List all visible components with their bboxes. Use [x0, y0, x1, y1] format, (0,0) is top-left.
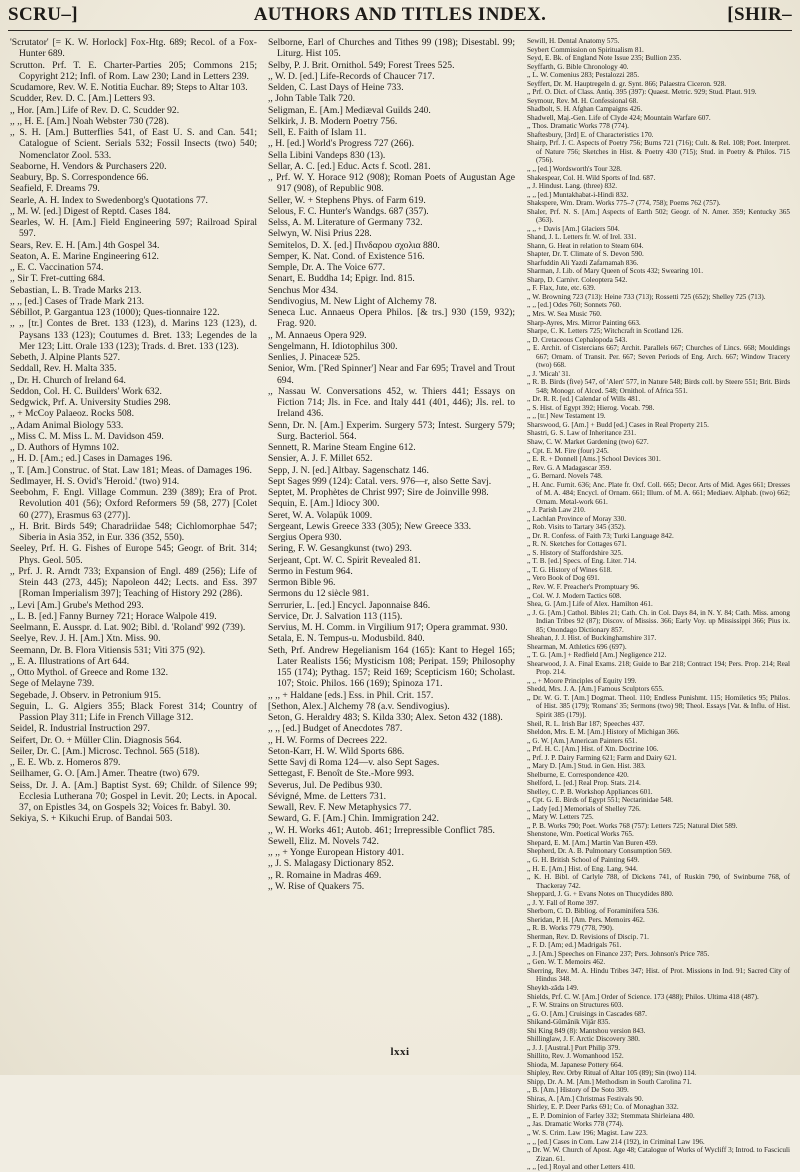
- index-entry: ,, T. [Am.] Construc. of Stat. Law 181; Meas. of Damages 196.: [10, 464, 252, 476]
- index-entry: Sermon Bible 96.: [268, 577, 336, 588]
- index-entry: ,, ,, H. E. [Am.] Noah Webster 730 (728).: [10, 115, 169, 127]
- index-entry: Seaton, A. E. Marine Engineering 612.: [10, 250, 159, 262]
- index-entry: Shipp, Dr. A. M. [Am.] Methodism in South Carolina 71.: [527, 1077, 692, 1086]
- index-entry: Selborne, Earl of Churches and Tithes 99 (198); Disestabl. 99; Liturg. Hist 105.: [268, 37, 515, 60]
- index-entry: ,, Cpt. G. E. Birds of Egypt 551; Nectarinidae 548.: [527, 796, 673, 805]
- index-entry: Selby, P. J. Brit. Ornithol. 549; Forest Trees 525.: [268, 59, 455, 71]
- index-entry: Seeley, Prf. H. G. Fishes of Europe 545; Geogr. of Brit. 314; Phys. Geol. 505.: [10, 543, 257, 566]
- index-entry: Shakspere, Wm. Dram. Works 775–7 (774, 758); Poems 762 (757).: [527, 199, 721, 208]
- index-entry: Seyffarth, G. Bible Chronology 40.: [527, 62, 629, 71]
- index-entry: Shillinglaw, J. F. Arctic Discovery 380.: [527, 1035, 640, 1044]
- index-entry: 'Scrutator' [= K. W. Horlock] Fox-Htg. 689; Recol. of a Fox-Hunter 689.: [10, 37, 257, 60]
- index-entry: ,, Dr. W. W. Church of Apost. Age 48; Catalogue of Works of Wycliff 3; Introd. to Fasciculi Zizan. 61.: [527, 1146, 790, 1163]
- index-entry: ,, R. B. Works 779 (778, 790).: [527, 924, 614, 933]
- index-entry: Sévigné, Mme. de Letters 731.: [268, 790, 387, 802]
- index-entry: Sharswood, G. [Am.] + Budd [ed.] Cases in Real Property 215.: [527, 420, 709, 429]
- index-entry: ,, S. H. [Am.] Butterflies 541, of East U. S. and Can. 541; Catalogue of Scient. Serials 532; Fossil Insects (two) 540; Nomenclator Zool. 533.: [10, 127, 257, 161]
- index-entry: Shann, G. Heat in relation to Steam 604.: [527, 241, 644, 250]
- index-entry: Shadbolt, S. H. Afghan Campaigns 426.: [527, 105, 643, 114]
- index-entry: ,, ,, [ed.] Royal and other Letters 410.: [527, 1163, 635, 1172]
- index-entry: Seybert Commission on Spiritualism 81.: [527, 45, 644, 54]
- index-entry: ,, H. D. [Am.; ed.] Cases in Damages 196.: [10, 453, 173, 465]
- index-entry: Seafield, F. Dreams 79.: [10, 183, 100, 195]
- index-entry: ,, ,, + Haldane [eds.] Ess. in Phil. Crit. 157.: [268, 689, 434, 701]
- index-entry: ,, L. W. Comenius 283; Pestalozzi 285.: [527, 71, 639, 80]
- index-entry: Sharfuddin Ali Yazdi Zafarnamah 836.: [527, 258, 639, 267]
- index-entry: ,, ,, [ed.] Muntakhabat-i-Hindi 832.: [527, 190, 629, 199]
- index-entry: Semper, K. Nat. Cond. of Existence 516.: [268, 250, 425, 262]
- index-entry: Searles, W. H. [Am.] Field Engineering 597; Railroad Spiral 597.: [10, 217, 257, 240]
- index-entry: ,, G. Bernard. Novels 748.: [527, 472, 603, 481]
- index-entry: Seifert, Dr. O. + Müller Clin. Diagnosis 564.: [10, 734, 182, 746]
- index-entry: Sermons du 12 siècle 981.: [268, 588, 369, 600]
- index-entry: Sewell, Eliz. M. Novels 742.: [268, 835, 379, 847]
- index-entry: ,, E. A. Illustrations of Art 644.: [10, 655, 130, 667]
- index-entry: ,, T. G. [Am.] + Redfield [Am.] Negligence 212.: [527, 651, 667, 660]
- index-entry: Shirley, E. P. Deer Parks 691; Co. of Monaghan 332.: [527, 1103, 679, 1112]
- index-entry: Shi King 849 (8): Mantshou version 843.: [527, 1026, 646, 1035]
- index-entry: Seward, G. F. [Am.] Chin. Immigration 242.: [268, 813, 439, 825]
- index-entry: ,, W. Browning 723 (713): Heine 733 (713); Rossetti 725 (652); Shelley 725 (713).: [527, 292, 766, 301]
- index-entry: ,, John Table Talk 720.: [268, 93, 356, 105]
- index-entry: Shiras, A. [Am.] Christmas Festivals 90.: [527, 1094, 644, 1103]
- index-entry: Shearman, M. Athletics 696 (697).: [527, 642, 627, 651]
- index-entry: ,, Mary D. [Am.] Stud. in Gen. Hist. 383.: [527, 762, 646, 771]
- index-entry: ,, G. H. British School of Painting 649.: [527, 856, 640, 864]
- index-entry: ,, F. Flax, Jute, etc. 639.: [527, 284, 596, 293]
- index-entry: Selkirk, J. B. Modern Poetry 756.: [268, 115, 398, 127]
- index-entry: Sege of Melayne 739.: [10, 678, 95, 690]
- index-entry: ,, R. B. Birds (five) 547, of 'Alert' 577, in Nature 548; Birds coll. by Steere 551; Brit. Birds 548; Monogr. of Alced. 548; Ornithol. of Africa 551.: [527, 378, 790, 395]
- index-entry: ,, J. Parish Law 210.: [527, 506, 586, 515]
- index-entry: Sheahan, J. J. Hist. of Buckinghamshire 317.: [527, 634, 657, 643]
- header-range-start: SCRU–]: [8, 4, 78, 25]
- index-entry: ,, ,, + Moore Principles of Equity 199.: [527, 676, 637, 685]
- index-entry: ,, Rev. G. A Madagascar 359.: [527, 463, 612, 472]
- index-entry: Seebohm, F. Engl. Village Commun. 239 (389); Era of Prot. Revolution 401 (56); Oxford Reformers 59 (58, 277) [Colet 60 (277), Erasmus 63 (277)].: [10, 487, 257, 521]
- index-entry: ,, H. E. [Am.] Hist. of Eng. Lang. 944.: [527, 864, 638, 873]
- index-entry: ,, R. Romaine in Madras 469.: [268, 869, 382, 881]
- index-entry: Shearwood, J. A. Final Exams. 218; Guide to Bar 218; Contract 194; Pers. Prop. 214; Real Prop. 214.: [527, 659, 790, 677]
- index-column-3: [527, 37, 790, 1172]
- index-entry: Senart, E. Buddha 14; Epigr. Ind. 815.: [268, 273, 415, 285]
- index-entry: ,, Dr. R. Confess. of Faith 73; Turki Language 842.: [527, 531, 674, 540]
- index-entry: ,, Prf. W. Y. Horace 912 (908); Roman Poets of Augustan Age 917 (908), of Republic 908.: [268, 172, 515, 195]
- page-title: AUTHORS AND TITLES INDEX.: [253, 4, 547, 25]
- index-entry: Sharpe, C. K. Letters 725; Witchcraft in Scotland 126.: [527, 327, 684, 336]
- index-entry: ,, Lachlan Province of Moray 330.: [527, 514, 627, 523]
- index-entry: Sheil, R. L. Irish Bar 187; Speeches 437.: [527, 719, 645, 728]
- index-entry: ,, Dr. R. R. [ed.] Calendar of Wills 481.: [527, 395, 641, 404]
- index-entry: Shillito, Rev. J. Womanhood 152.: [527, 1052, 624, 1061]
- index-entry: [Sethon, Alex.] Alchemy 78 (a.v. Sendivogius).: [268, 700, 450, 712]
- index-entry: Shepherd, Dr. A. B. Pulmonary Consumption 569.: [527, 847, 672, 856]
- index-entry: ,, J. [Am.] Speeches on Finance 237; Pers. Johnson's Price 785.: [527, 949, 710, 958]
- index-entry: ,, L. B. [ed.] Fanny Burney 721; Horace Walpole 419.: [10, 610, 217, 622]
- index-entry: Sheykh-zâda 149.: [527, 983, 579, 992]
- index-entry: ,, ,, + Yonge European History 401.: [268, 847, 404, 858]
- index-entry: ,, Col. W. J. Modern Tactics 608.: [527, 591, 622, 600]
- index-entry: ,, ,, [ed.] Wordsworth's Tour 328.: [527, 164, 622, 173]
- index-entry: ,, ,, [ed.] Odes 760; Sonnets 760.: [527, 301, 622, 310]
- index-entry: Sennett, R. Marine Steam Engine 612.: [268, 442, 416, 453]
- index-entry: Sergeant, Lewis Greece 333 (305); New Greece 333.: [268, 520, 472, 532]
- index-entry: Shadwell, Maj.-Gen. Life of Clyde 424; Mountain Warfare 607.: [527, 113, 711, 122]
- index-entry: ,, H. W. Forms of Decrees 222.: [268, 734, 388, 746]
- index-entry: ,, S. History of Staffordshire 325.: [527, 548, 623, 557]
- index-entry: ,, Gen. W. T. Memoirs 462.: [527, 958, 606, 967]
- index-entry: Selous, F. C. Hunter's Wandgs. 687 (357).: [268, 205, 429, 217]
- index-entry: Service, Dr. J. Salvation 113 (115).: [268, 610, 403, 622]
- index-entry: Seller, W. + Stephens Phys. of Farm 619.: [268, 194, 426, 206]
- index-entry: Sella Libini Vandeps 830 (13).: [268, 149, 386, 161]
- index-entry: Sermo in Festum 964.: [268, 565, 353, 577]
- index-entry: Senn, Dr. N. [Am.] Experim. Surgery 573; Intest. Surgery 579; Surg. Bacteriol. 564.: [268, 419, 515, 442]
- index-entry: Severus, Jul. De Pedibus 930.: [268, 779, 383, 791]
- index-entry: ,, M. W. [ed.] Digest of Reptd. Cases 184.: [10, 205, 171, 217]
- index-column-1: [10, 37, 257, 1037]
- index-entry: Shaftesbury, [3rd] E. of Characteristics 170.: [527, 130, 654, 139]
- index-entry: Settegast, F. Benoît de Ste.-More 993.: [268, 768, 415, 780]
- index-entry: ,, Prf. O. Dict. of Class. Antiq. 395 (397): Quaest. Metric. 929; Stud. Plaut. 919.: [527, 88, 757, 97]
- index-entry: Seligman, E. [Am.] Mediæval Guilds 240.: [268, 104, 431, 116]
- index-entry: Shastri, G. S. Law of Inheritance 231.: [527, 429, 636, 438]
- index-entry: ,, H. Anc. Furnit. 636; Anc. Plate fr. Oxf. Coll. 665; Decor. Arts of Mid. Ages 661; Dresses of M. A. 484; Encycl. of Ornam. 661; Illum. of M. A. 661; Mediaev. Alphab. (two) 662; Ornam. Metal-work 661.: [527, 480, 790, 506]
- index-entry: Shenstone, Wm. Poetical Works 765.: [527, 830, 634, 839]
- index-entry: Shand, J. L. Letters fr. W. of Irel. 331.: [527, 233, 637, 242]
- index-entry: ,, E. P. Dominion of Farley 332; Stemmata Shirleiana 480.: [527, 1111, 695, 1120]
- index-entry: Sherman, Rev. D. Revisions of Discip. 71.: [527, 932, 649, 941]
- index-entry: ,, Mary W. Letters 725.: [527, 813, 594, 822]
- index-entry: ,, Hor. [Am.] Life of Rev. D. C. Scudder 92.: [10, 104, 180, 116]
- index-entry: ,, ,, [ed.] Budget of Anecdotes 787.: [268, 723, 403, 735]
- index-entry: Semple, Dr. A. The Voice 677.: [268, 262, 385, 273]
- index-entry: Shea, G. [Am.] Life of Alex. Hamilton 461.: [527, 600, 653, 609]
- index-entry: Shaw, C. W. Market Gardening (two) 627.: [527, 437, 649, 446]
- index-entry: Sept Sages 999 (124): Catal. vers. 976—r, also Sette Savj.: [268, 475, 492, 487]
- index-entry: Seelmann, E. Ausspr. d. Lat. 902; Bibl. d. 'Roland' 992 (739).: [10, 622, 246, 633]
- index-entry: Shedd, Mrs. J. A. [Am.] Famous Sculptors 655.: [527, 685, 664, 694]
- index-entry: ,, Prf. J. R. Arndt 733; Expansion of Engl. 489 (256); Life of Stein 443 (273, 445); Napoleon 442; Lects. and Ess. 397 [Roman Imperialism 397]; Teaching of History 292 (286).: [10, 565, 257, 600]
- index-entry: Senlies, J. Pinaceæ 525.: [268, 352, 361, 363]
- index-entry: Sewill, H. Dental Anatomy 575.: [527, 37, 620, 45]
- index-entry: Seret, W. A. Volapük 1009.: [268, 509, 373, 521]
- index-entry: Selden, C. Last Days of Heine 733.: [268, 82, 404, 93]
- index-entry: ,, Adam Animal Biology 533.: [10, 419, 124, 431]
- index-entry: ,, + McCoy Palaeoz. Rocks 508.: [10, 408, 134, 420]
- index-entry: ,, Miss C. M. Miss L. M. Davidson 459.: [10, 430, 164, 442]
- index-entry: ,, Sir T. Fret-cutting 684.: [10, 273, 106, 285]
- running-header: [8, 4, 792, 30]
- index-entry: Shelford, L. [ed.] Real Prop. Stats. 214.: [527, 779, 641, 788]
- index-entry: Seth, Prf. Andrew Hegelianism 164 (165): Kant to Hegel 165; Later Realists 156; Mysticism 108; Peripat. 159; Philosophy 155 (174); Pythag. 157; Reid 169; Scepticism 160; Scholast. 107; Stoic. Philos. 166 (169); Spinoza 171.: [268, 644, 515, 690]
- index-entry: Sengelmann, H. Idiotophilus 300.: [268, 340, 398, 352]
- index-entry: Sedgwick, Prf. A. University Studies 298.: [10, 397, 171, 408]
- index-entry: Seton-Karr, H. W. Wild Sports 686.: [268, 745, 405, 757]
- index-entry: Shaler, Prf. N. S. [Am.] Aspects of Earth 502; Geogr. of N. Amer. 359; Kentucky 365 (363).: [527, 207, 790, 225]
- index-entry: Segebade, J. Observ. in Petronium 915.: [10, 689, 161, 701]
- index-entry: ,, M. Annaeus Opera 929.: [268, 329, 367, 341]
- index-entry: ,, ,, + Davis [Am.] Glaciers 504.: [527, 224, 620, 233]
- index-entry: Sedlmayer, H. S. Ovid's 'Heroid.' (two) 914.: [10, 475, 180, 487]
- index-entry: ,, E. C. Vaccination 574.: [10, 262, 104, 273]
- index-entry: Seiss, Dr. J. A. [Am.] Baptist Syst. 69; Childr. of Silence 99; Ecclesia Lutherana 70; Gospel in Levit. 20; Lects. in Apocal. 37, on Epistles 34, on Gospels 32; Voices fr. Babyl. 30.: [10, 779, 257, 813]
- index-entry: ,, Vero Book of Dog 691.: [527, 574, 600, 583]
- index-entry: Seyd, E. Bk. of England Note Issue 235; Bullion 235.: [527, 54, 682, 63]
- index-entry: ,, Jas. Dramatic Works 778 (774).: [527, 1120, 624, 1129]
- index-entry: Seneca Luc. Annaeus Opera Philos. [& trs.] 930 (159, 932); Frag. 920.: [268, 307, 515, 330]
- index-entry: Seyffert, Dr. M. Hauptregeln d. gr. Synt. 866; Palaestra Ciceron. 928.: [527, 79, 727, 88]
- index-entry: ,, G. W. [Am.] American Painters 651.: [527, 736, 638, 745]
- index-entry: ,, ,, [ed.] Cases of Trade Mark 213.: [10, 295, 145, 307]
- index-entry: Sharman, J. Lib. of Mary Queen of Scots 432; Swearing 101.: [527, 267, 704, 276]
- index-entry: Semitelos, D. X. [ed.] Πινδαρου σχολια 880.: [268, 239, 440, 251]
- index-entry: Selwyn, W. Nisi Prius 228.: [268, 228, 372, 240]
- index-entry: ,, Levi [Am.] Grube's Method 293.: [10, 599, 144, 611]
- index-entry: Serjeant, Cpt. W. C. Spirit Revealed 81.: [268, 554, 421, 566]
- page-number: lxxi: [390, 1046, 410, 1058]
- index-entry: Seddall, Rev. H. Malta 335.: [10, 363, 117, 375]
- index-entry: Scudder, Rev. D. C. [Am.] Letters 93.: [10, 93, 156, 105]
- index-entry: ,, H. Brit. Birds 549; Charadriidae 548; Cichlomorphae 547; Siberia in Asia 352, in Eur. 336 (352, 550).: [10, 520, 257, 543]
- index-entry: ,, G. O. [Am.] Cruisings in Cascades 687.: [527, 1009, 647, 1018]
- index-entry: Seymour, Rev. M. H. Confessional 68.: [527, 96, 639, 105]
- index-entry: ,, J. Y. Fall of Rome 397.: [527, 898, 599, 907]
- index-entry: ,, D. Authors of Hymns 102.: [10, 442, 119, 453]
- index-entry: Septet, M. Prophètes de Christ 997; Sire de Joinville 998.: [268, 487, 489, 498]
- index-entry: Setala, E. N. Tempus-u. Modusbild. 840.: [268, 633, 425, 645]
- index-entry: Shapter, Dr. T. Climate of S. Devon 590.: [527, 250, 644, 259]
- index-entry: Sette Savj di Roma 124—v. also Sept Sages.: [268, 757, 440, 768]
- index-entry: Sebastian, L. B. Trade Marks 213.: [10, 284, 142, 296]
- index-entry: ,, ,, [ed.] Cases in Com. Law 214 (192), in Criminal Law 196.: [527, 1137, 705, 1146]
- index-entry: Sensier, A. J. F. Millet 652.: [268, 453, 373, 465]
- index-entry: ,, P. B. Works 790; Poet. Works 768 (757): Letters 725; Natural Diet 589.: [527, 821, 738, 830]
- index-entry: ,, Lady [ed.] Memorials of Shelley 726.: [527, 804, 641, 813]
- index-entry: Selss, A. M. Literature of Germany 732.: [268, 217, 423, 228]
- index-entry: ,, B. [Am.] History of De Soto 309.: [527, 1086, 629, 1095]
- index-entry: ,, D. Cretaceous Cephalopoda 543.: [527, 335, 628, 344]
- index-entry: Sepp, J. N. [ed.] Altbay. Sagenschatz 146.: [268, 464, 429, 476]
- index-entry: Servius, M. H. Comm. in Virgilium 917; Opera grammat. 930.: [268, 622, 508, 633]
- index-entry: Sharp-Ayres, Mrs. Mirror Painting 663.: [527, 318, 641, 327]
- index-entry: ,, F. D. [Am; ed.] Madrigals 761.: [527, 941, 622, 950]
- index-entry: Sheldon, Mrs. E. M. [Am.] History of Michigan 366.: [527, 728, 680, 737]
- index-entry: ,, Cpt. E. M. Fire (four) 245.: [527, 446, 609, 455]
- index-entry: ,, Prf. H. C. [Am.] Hist. of Xtn. Doctrine 106.: [527, 745, 659, 754]
- index-entry: Sell, E. Faith of Islam 11.: [268, 127, 367, 138]
- index-entry: Searle, A. H. Index to Swedenborg's Quotations 77.: [10, 194, 208, 206]
- index-entry: Sebeth, J. Alpine Plants 527.: [10, 352, 121, 363]
- header-rule: [8, 30, 792, 31]
- index-entry: Serrurier, L. [ed.] Encycl. Japonnaise 846.: [268, 599, 431, 611]
- index-entry: Sekiya, S. + Kikuchi Erup. of Bandai 503.: [10, 813, 173, 825]
- index-entry: Seabury, Bp. S. Correspondence 66.: [10, 172, 149, 183]
- index-entry: ,, ,, [tr.] Contes de Bret. 133 (123), d. Marins 123 (123), d. Paysans 133 (123); Coutumes d. Bret. 133; Legendes de la Mer 123; Litt. Orale 133 (123); Trads. d. Bret. 133 (123).: [10, 318, 257, 352]
- index-entry: ,, T. G. History of Wines 618.: [527, 565, 612, 574]
- index-entry: Scudamore, Rev. W. E. Notitia Euchar. 89; Steps to Altar 103.: [10, 82, 248, 93]
- index-entry: Seelye, Rev. J. H. [Am.] Xtn. Miss. 90.: [10, 633, 161, 645]
- index-entry: ,, S. Hist. of Egypt 392; Hierog. Vocab. 798.: [527, 403, 655, 412]
- index-entry: ,, F. W. Strains on Structures 603.: [527, 1001, 624, 1010]
- index-entry: Sheppard, J. G. + Evans Notes on Thucydides 880.: [527, 890, 674, 899]
- index-entry: Sébillot, P. Gargantua 123 (1000); Ques-tionnaire 122.: [10, 307, 220, 318]
- index-entry: Sequin, E. [Am.] Idiocy 300.: [268, 498, 380, 510]
- index-entry: Sendivogius, M. New Light of Alchemy 78.: [268, 295, 437, 307]
- index-entry: Seiler, Dr. C. [Am.] Microsc. Technol. 565 (518).: [10, 745, 200, 757]
- index-entry: ,, Rev. W. F. Preacher's Promptuary 96.: [527, 583, 640, 591]
- index-entry: Seidel, R. Industrial Instruction 297.: [10, 723, 150, 735]
- index-entry: Shields, Prf. C. W. [Am.] Order of Science. 173 (488); Philos. Ultima 418 (487).: [527, 992, 759, 1001]
- index-entry: ,, H. [ed.] World's Progress 727 (266).: [268, 138, 414, 150]
- index-entry: ,, ,, [tr.] New Testament 19.: [527, 412, 606, 421]
- index-entry: ,, J. Hindust. Lang. (three) 832.: [527, 182, 618, 191]
- header-range-end: [SHIR–: [727, 4, 792, 25]
- index-entry: Sering, F. W. Gesangkunst (two) 293.: [268, 543, 412, 555]
- index-entry: ,, J. G. [Am.] Cathol. Bibles 21; Cath. Ch. in Col. Days 84, in N. Y. 84; Cath. Miss. among Indian Tribes 92 (87); Discov. of Mississ. 366; Early Voy. up Mississippi 366; Pius ix. 85; Onondago Dictionary 857.: [527, 608, 790, 634]
- index-entry: Senior, Wm. ['Red Spinner'] Near and Far 695; Travel and Trout 694.: [268, 363, 515, 386]
- index-entry: Seguin, L. G. Algiers 355; Black Forest 314; Country of Passion Play 311; Life in French Village 312.: [10, 700, 257, 723]
- index-entry: ,, K. H. Bibl. of Carlyle 788, of Dickens 741, of Ruskin 790, of Swinburne 768, of Thackeray 742.: [527, 873, 790, 890]
- index-entry: ,, W. S. Crim. Law 196; Magist. Law 223.: [527, 1129, 648, 1137]
- index-entry: ,, W. D. [ed.] Life-Records of Chaucer 717.: [268, 70, 435, 82]
- index-entry: Seilhamer, G. O. [Am.] Amer. Theatre (two) 679.: [10, 768, 200, 780]
- index-entry: Seton, G. Heraldry 483; S. Kilda 330; Alex. Seton 432 (188).: [268, 712, 503, 723]
- index-entry: ,, E. Archit. of Cistercians 667; Archit. Parallels 667; Churches of Lincs. 668; Mouldings 667; Ornam. of Transit. Per. 667; Seven Periods of Eng. Arch. 667; Window Tracery (two) 668.: [527, 344, 790, 370]
- index-entry: ,, R. N. Sketches for Cottages 671.: [527, 540, 627, 549]
- index-entry: ,, Prf. J. P. Dairy Farming 621; Farm and Dairy 621.: [527, 753, 677, 762]
- index-entry: Shairp, Prf. J. C. Aspects of Poetry 756; Burns 721 (716); Cult. & Rel. 108; Poet. Interpret. of Nature 756; Sketches in Hist. & Poetry 430 (715); Stud. in Poetry & Philos. 715 (756).: [527, 139, 790, 165]
- index-entry: Shikand-Gûmânik Vijâr 835.: [527, 1018, 611, 1027]
- index-entry: Sewall, Rev. F. New Metaphysics 77.: [268, 802, 412, 813]
- index-entry: Sharp, D. Carnivr. Coleoptera 542.: [527, 275, 628, 284]
- index-entry: Shelburne, E. Correspondence 420.: [527, 770, 629, 779]
- index-entry: ,, J. S. Malagasy Dictionary 852.: [268, 858, 394, 870]
- index-entry: Sherring, Rev. M. A. Hindu Tribes 347; Hist. of Prot. Missions in Ind. 91; Sacred City of Hindus 348.: [527, 966, 790, 984]
- index-entry: Senchus Mor 434.: [268, 284, 339, 296]
- index-entry: ,, J. J. [Austral.] Port Philip 379.: [527, 1043, 621, 1052]
- index-entry: ,, Thos. Dramatic Works 778 (774).: [527, 122, 629, 131]
- index-entry: ,, E. E. Wb. z. Homeros 879.: [10, 757, 121, 768]
- index-entry: Shelley, C. P. B. Workshop Appliances 601.: [527, 787, 653, 796]
- index-entry: Sears, Rev. E. H. [Am.] 4th Gospel 34.: [10, 239, 160, 251]
- index-entry: Sergius Opera 930.: [268, 532, 342, 543]
- index-entry: ,, T. B. [ed.] Specs. of Eng. Liter. 714.: [527, 557, 637, 566]
- index-entry: Scrutton. Prf. T. E. Charter-Parties 205; Commons 215; Copyright 212; Infl. of Rom. Law 230; Land in Letters 239.: [10, 59, 257, 82]
- index-entry: Shipley, Rev. Orby Ritual of Altar 105 (89); Sin (two) 114.: [527, 1069, 697, 1078]
- index-entry: ,, J. 'Micah' 31.: [527, 369, 571, 378]
- index-entry: Seddon, Col. H. C. Builders' Work 632.: [10, 385, 162, 397]
- index-entry: ,, W. H. Works 461; Autob. 461; Irrepressible Conflict 785.: [268, 824, 495, 836]
- index-entry: Shioda, M. Japanese Pottery 664.: [527, 1060, 624, 1069]
- index-entry: ,, W. Rise of Quakers 75.: [268, 880, 365, 892]
- index-entry: Seemann, Dr. B. Flora Vitiensis 531; Viti 375 (92).: [10, 644, 206, 656]
- index-entry: Sheridan, P. H. [Am. Pers. Memoirs 462.: [527, 915, 645, 924]
- index-entry: ,, E. R. + Donnell [Ams.] School Devices 301.: [527, 455, 661, 464]
- index-entry: Seaborne, H. Vendors & Purchasers 220.: [10, 160, 167, 172]
- index-entry: ,, Mrs. W. Sea Music 760.: [527, 310, 602, 318]
- index-entry: Shepard, E. M. [Am.] Martin Van Buren 459.: [527, 838, 658, 847]
- index-entry: ,, Nassau W. Conversations 452, w. Thiers 441; Essays on Fiction 714; Jls. in Fce. and Italy 441 (401, 446); Jls. rel. to Ireland 436.: [268, 385, 515, 420]
- index-entry: ,, Dr. H. Church of Ireland 64.: [10, 374, 126, 386]
- index-entry: ,, Rob. Visits to Tartary 345 (352).: [527, 523, 626, 532]
- index-column-2: [268, 37, 515, 1037]
- index-entry: ,, Otto Mythol. of Greece and Rome 132.: [10, 667, 168, 678]
- index-entry: Shakespear, Col. H. Wild Sports of Ind. 687.: [527, 173, 656, 182]
- index-entry: Sellar, A. C. [ed.] Educ. Acts f. Scotl. 281.: [268, 160, 431, 172]
- index-entry: ,, Dr. W. G. T. [Am.] Dogmat. Theol. 110; Endless Punishmt. 115; Homiletics 95; Philos. of Hist. 385 (179); 'Romans' 35; Sermons (two) 98; Theol. Essays [Vat. & Influ. of Hist. Spirit 385 (179)].: [527, 693, 790, 719]
- index-entry: Sherborn, C. D. Bibliog. of Foraminifera 536.: [527, 907, 659, 916]
